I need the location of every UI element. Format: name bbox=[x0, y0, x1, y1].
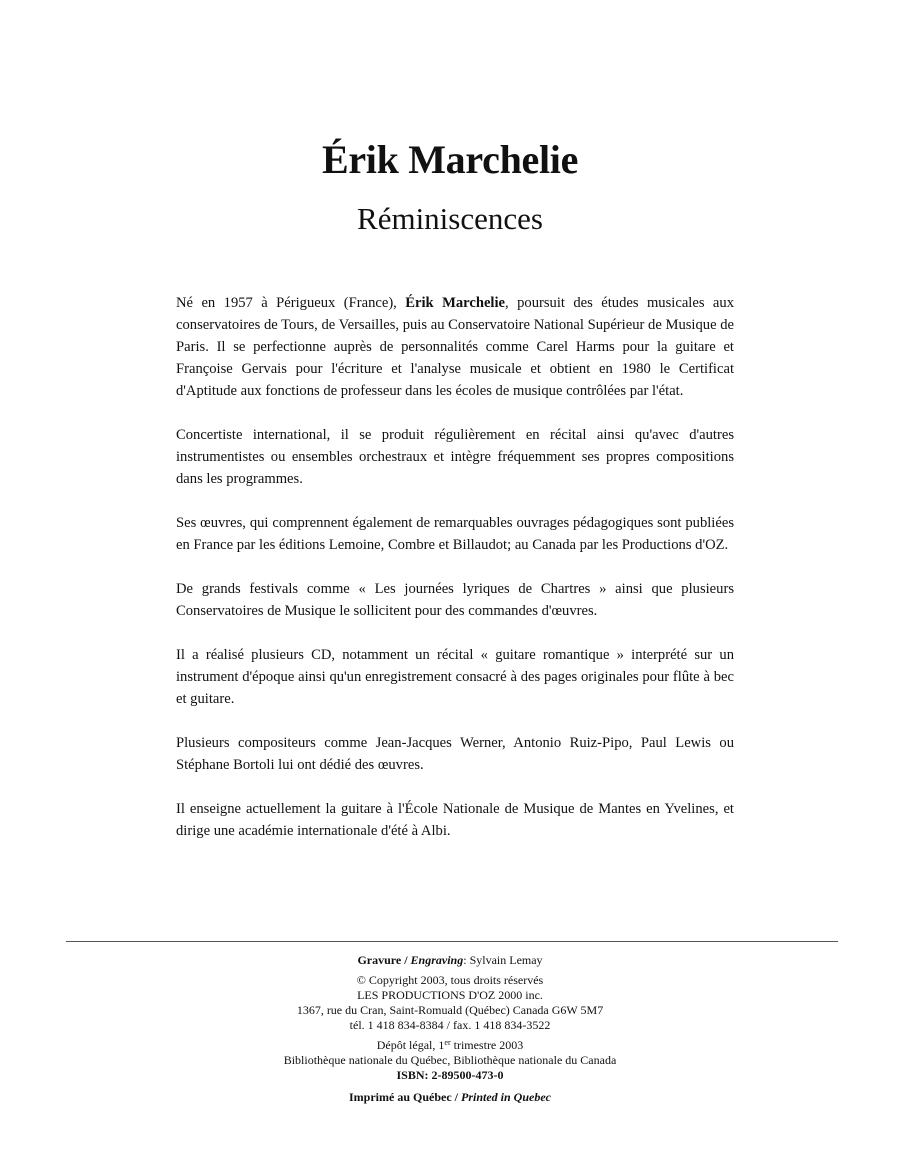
bio-paragraph-4: De grands festivals comme « Les journées lyriques de Chartres » ainsi que plusieurs Conservatoires de Musique le sollicitent pour des commandes d'œuvres. bbox=[176, 581, 734, 619]
bio-intro: Né en 1957 à Périgueux (France), bbox=[176, 295, 406, 311]
copyright-line: © Copyright 2003, tous droits réservés bbox=[356, 973, 544, 987]
legal-deposit: Dépôt légal, 1er trimestre 2003 bbox=[376, 1038, 524, 1052]
biography bbox=[176, 292, 734, 864]
bio-paragraph-6: Plusieurs compositeurs comme Jean-Jacques Werner, Antonio Ruiz-Pipo, Paul Lewis ou Stéphane Bortoli lui ont dédié des œuvres. bbox=[176, 735, 734, 773]
bio-paragraph-3: Ses œuvres, qui comprennent également de remarquables ouvrages pédagogiques sont publiées en France par les éditions Lemoine, Combre et Billaudot; au Canada par les Productions d'OZ. bbox=[176, 515, 734, 553]
bio-author-name: Érik Marchelie bbox=[405, 295, 506, 311]
publisher-address: 1367, rue du Cran, Saint-Romuald (Québec) Canada G6W 5M7 bbox=[296, 1003, 604, 1017]
bio-paragraph-1 bbox=[176, 292, 734, 402]
author-name-title: Érik Marchelie bbox=[321, 137, 579, 182]
publisher-phone: tél. 1 418 834-8384 / fax. 1 418 834-3522 bbox=[349, 1018, 551, 1032]
bio-paragraph-7: Il enseigne actuellement la guitare à l'École Nationale de Musique de Mantes en Yvelines, et dirige une académie internationale d'été à Albi. bbox=[176, 801, 734, 839]
isbn: ISBN: 2-89500-473-0 bbox=[396, 1068, 504, 1082]
printed-in: Imprimé au Québec / Printed in Quebec bbox=[349, 1090, 551, 1104]
libraries-line: Bibliothèque nationale du Québec, Bibliothèque nationale du Canada bbox=[283, 1053, 617, 1067]
bio-paragraph-5: Il a réalisé plusieurs CD, notamment un récital « guitare romantique » interprété sur un instrument d'époque ainsi qu'un enregistrement consacré à des pages originales pour flûte à bec et guitare. bbox=[176, 647, 734, 707]
engraving-credit: Gravure / Engraving: Sylvain Lemay bbox=[357, 953, 543, 967]
work-title: Réminiscences bbox=[357, 201, 543, 236]
bio-paragraph-2: Concertiste international, il se produit régulièrement en récital ainsi qu'avec d'autres instrumentistes ou ensembles orchestraux et intègre fréquemment ses propres compositions dans les programmes. bbox=[176, 427, 734, 487]
publisher-name: LES PRODUCTIONS D'OZ 2000 inc. bbox=[357, 988, 543, 1002]
colophon bbox=[0, 953, 900, 1105]
footer-divider bbox=[66, 941, 838, 942]
bio-intro-rest: , poursuit des études musicales aux conservatoires de Tours, de Versailles, puis au Conservatoire National Supérieur de Musique de Paris. Il se perfectionne auprès de personnalités comme Carel Harms pour la guitare et Françoise Gervais pour l'écriture et l'analyse musicale et obtient en 1980 le Certificat d'Aptitude aux fonctions de professeur dans les écoles de musique contrôlées par l'état. bbox=[176, 295, 735, 399]
